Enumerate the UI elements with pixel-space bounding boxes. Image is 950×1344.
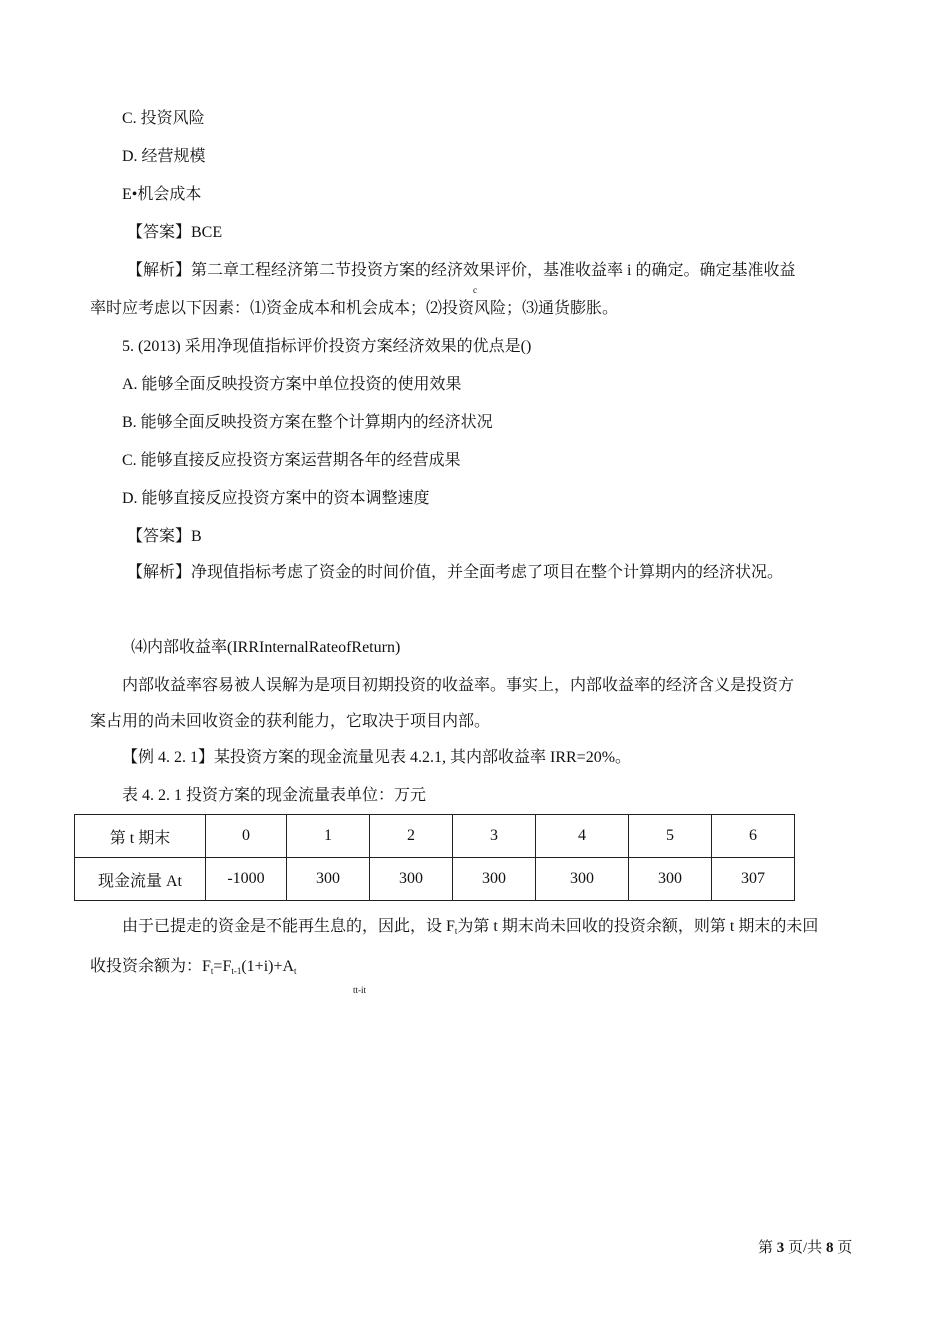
table-header-label: 第 t 期末 — [75, 815, 206, 858]
table-header-cell: 6 — [712, 815, 795, 858]
q5-option-d: D. 能够直接反应投资方案中的资本调整速度 — [122, 490, 430, 507]
footer-mid: 页/共 — [784, 1240, 826, 1256]
after-table-line2 — [90, 957, 297, 981]
table-cell: 300 — [629, 858, 712, 901]
section-para-line2: 案占用的尚未回收资金的获利能力，它取决于项目内部。 — [90, 713, 491, 730]
q4-answer: 【答案】BCE — [127, 224, 223, 241]
q5-option-a: A. 能够全面反映投资方案中单位投资的使用效果 — [122, 376, 462, 393]
section-para-line1: 内部收益率容易被人误解为是项目初期投资的收益率。事实上，内部收益率的经济含义是投资方 — [122, 677, 795, 694]
table-cell: 307 — [712, 858, 795, 901]
subscript: t-1 — [231, 966, 242, 976]
subscript: t — [294, 966, 297, 976]
table-caption: 表 4. 2. 1 投资方案的现金流量表单位：万元 — [122, 787, 427, 804]
footer-total-pages: 8 — [825, 1240, 834, 1256]
table-header-cell: 5 — [629, 815, 712, 858]
footer-post: 页 — [833, 1240, 853, 1256]
page-footer — [758, 1236, 852, 1257]
subscript: t — [454, 926, 458, 936]
option-c-prev: C. 投资风险 — [122, 110, 205, 127]
example-text: 【例 4. 2. 1】某投资方案的现金流量见表 4.2.1, 其内部收益率 IRR=20%。 — [122, 749, 632, 766]
q4-analysis-line2: 率时应考虑以下因素：⑴资金成本和机会成本；⑵投资风险；⑶通货膨胀。 — [90, 300, 619, 317]
table-header-cell: 3 — [453, 815, 536, 858]
table-cell: -1000 — [206, 858, 287, 901]
option-e-prev: E•机会成本 — [122, 186, 202, 203]
formula-part: 收投资余额为：F — [90, 958, 211, 975]
footer-page-number: 3 — [776, 1240, 785, 1256]
q5-option-b: B. 能够全面反映投资方案在整个计算期内的经济状况 — [122, 414, 493, 431]
after-table-line1 — [122, 917, 818, 941]
table-cell: 300 — [453, 858, 536, 901]
q4-analysis-subscript: c — [473, 285, 477, 295]
formula-part: (1+i)+A — [241, 958, 295, 975]
table-cell: 300 — [536, 858, 629, 901]
after-table-line1-text: 由于已提走的资金是不能再生息的，因此，设 F — [122, 918, 455, 935]
table-row-label: 现金流量 At — [75, 858, 206, 901]
formula-note: tt-it — [353, 985, 366, 995]
q5-option-c: C. 能够直接反应投资方案运营期各年的经营成果 — [122, 452, 461, 469]
table-cell: 300 — [370, 858, 453, 901]
subscript: t — [210, 966, 214, 976]
cash-flow-table — [74, 814, 795, 901]
table-cell: 300 — [287, 858, 370, 901]
table-header-cell: 0 — [206, 815, 287, 858]
table-header-cell: 2 — [370, 815, 453, 858]
table-header-cell: 4 — [536, 815, 629, 858]
after-table-line1-rest: 为第 t 期末尚未回收的投资余额，则第 t 期末的未回 — [457, 918, 819, 935]
table-header-row — [75, 815, 795, 858]
footer-pre: 第 — [758, 1240, 777, 1256]
formula-part: =F — [213, 958, 232, 975]
section-heading: ⑷内部收益率(IRRInternalRateofReturn) — [131, 639, 401, 656]
q5-analysis: 【解析】净现值指标考虑了资金的时间价值，并全面考虑了项目在整个计算期内的经济状况。 — [127, 564, 784, 581]
q5-answer: 【答案】B — [127, 528, 202, 545]
q4-analysis-line1: 【解析】第二章工程经济第二节投资方案的经济效果评价，基准收益率 i 的确定。确定基准收益 — [127, 262, 796, 279]
option-d-prev: D. 经营规模 — [122, 148, 206, 165]
table-header-cell: 1 — [287, 815, 370, 858]
table-row — [75, 858, 795, 901]
q5-question: 5. (2013) 采用净现值指标评价投资方案经济效果的优点是() — [122, 338, 532, 355]
